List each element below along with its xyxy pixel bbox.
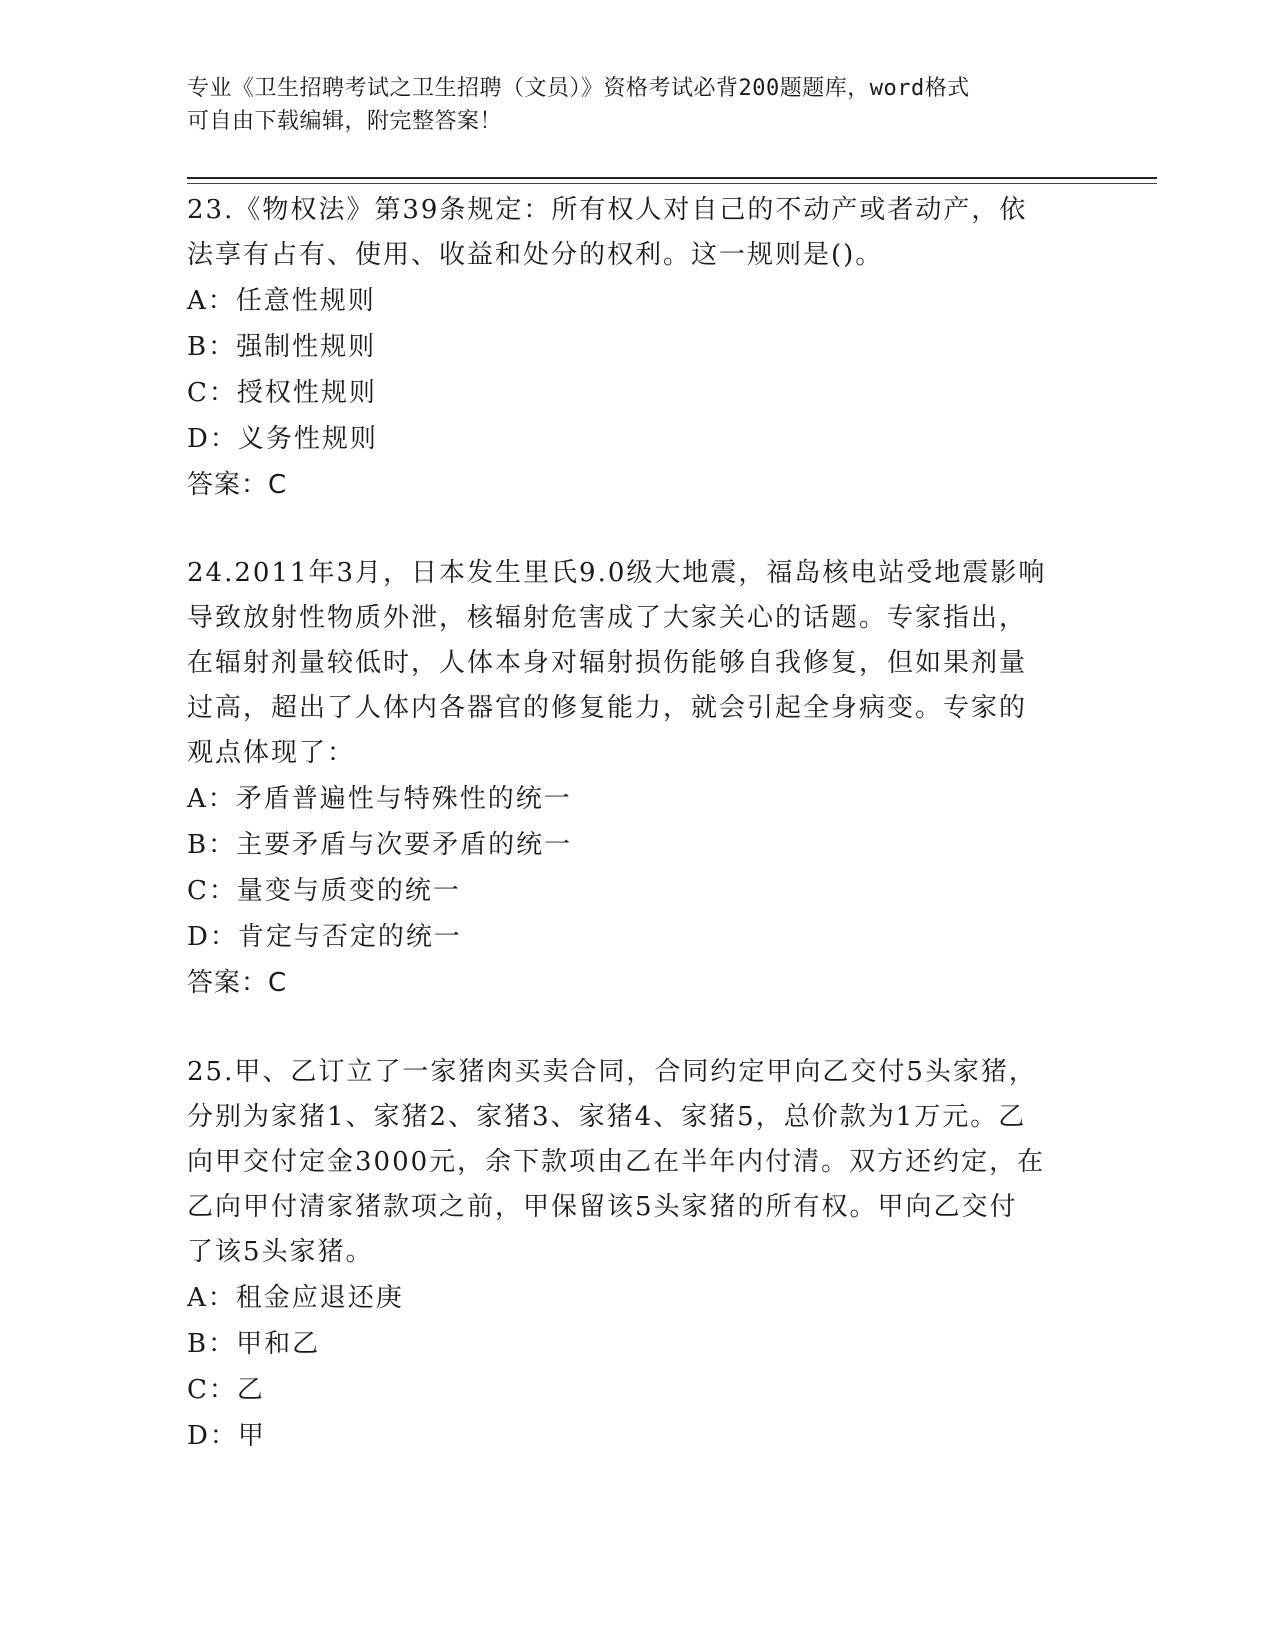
question-stem-line: 24.2011年3月，日本发生里氏9.0级大地震，福岛核电站受地震影响 — [187, 558, 1047, 588]
option-b: B：甲和乙 — [187, 1329, 321, 1359]
question-stem-line: 分别为家猪1、家猪2、家猪3、家猪4、家猪5，总价款为1万元。乙 — [187, 1102, 1027, 1132]
header-line-1: 专业《卫生招聘考试之卫生招聘（文员）》资格考试必背200题题库，word格式 — [187, 76, 970, 101]
document-header — [187, 72, 1087, 138]
option-d: D：甲 — [187, 1421, 266, 1451]
question-stem-line: 观点体现了： — [187, 738, 356, 768]
question-24 — [187, 551, 1087, 1006]
question-stem-line: 过高，超出了人体内各器官的修复能力，就会引起全身病变。专家的 — [187, 693, 1028, 723]
option-c: C：量变与质变的统一 — [187, 876, 461, 906]
option-d: D：义务性规则 — [187, 424, 378, 454]
answer-line: 答案：C — [187, 470, 288, 500]
option-a: A：租金应退还庚 — [187, 1283, 404, 1313]
option-b: B：强制性规则 — [187, 332, 377, 362]
option-b: B：主要矛盾与次要矛盾的统一 — [187, 830, 573, 860]
question-23 — [187, 188, 1087, 508]
question-stem-line: 乙向甲付清家猪款项之前，甲保留该5头家猪的所有权。甲向乙交付 — [187, 1192, 1018, 1222]
answer-line: 答案：C — [187, 968, 288, 998]
option-d: D：肯定与否定的统一 — [187, 922, 462, 952]
question-stem-line: 在辐射剂量较低时，人体本身对辐射损伤能够自我修复，但如果剂量 — [187, 648, 1028, 678]
question-stem-line: 法享有占有、使用、收益和处分的权利。这一规则是()。 — [187, 240, 884, 270]
option-a: A：任意性规则 — [187, 286, 376, 316]
question-25 — [187, 1050, 1087, 1459]
option-c: C：乙 — [187, 1375, 265, 1405]
question-stem-line: 23.《物权法》第39条规定：所有权人对自己的不动产或者动产，依 — [187, 195, 1028, 225]
question-stem-line: 25.甲、乙订立了一家猪肉买卖合同，合同约定甲向乙交付5头家猪， — [187, 1057, 1037, 1087]
header-divider-thick — [187, 177, 1157, 179]
question-stem-line: 导致放射性物质外泄，核辐射危害成了大家关心的话题。专家指出， — [187, 603, 1028, 633]
option-c: C：授权性规则 — [187, 378, 377, 408]
header-line-2: 可自由下载编辑，附完整答案！ — [187, 109, 503, 134]
question-stem-line: 向甲交付定金3000元，余下款项由乙在半年内付清。双方还约定，在 — [187, 1147, 1046, 1177]
option-a: A：矛盾普遍性与特殊性的统一 — [187, 784, 572, 814]
header-divider-thin — [187, 183, 1157, 184]
question-stem-line: 了该5头家猪。 — [187, 1237, 374, 1267]
